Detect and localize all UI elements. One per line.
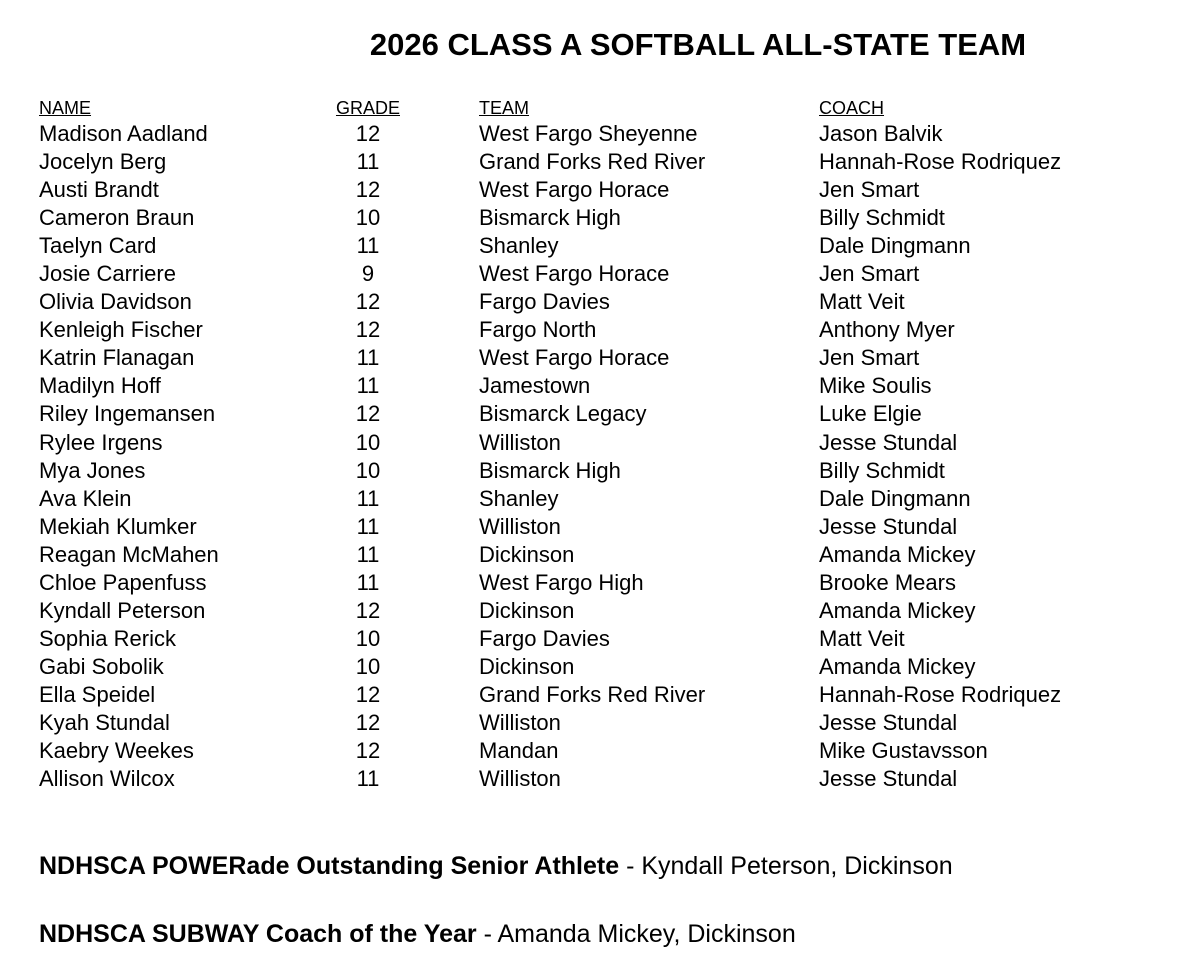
table-row <box>0 260 1200 288</box>
table-row <box>0 765 1200 793</box>
table-row <box>0 204 1200 232</box>
player-name: Kenleigh Fischer <box>39 317 203 343</box>
player-name: Jocelyn Berg <box>39 149 167 175</box>
player-name: Katrin Flanagan <box>39 345 195 371</box>
table-row <box>0 625 1200 653</box>
table-row <box>0 541 1200 569</box>
player-team: Bismarck Legacy <box>479 401 647 427</box>
header-name: NAME <box>39 98 92 118</box>
roster-body <box>0 120 1200 793</box>
player-name: Ella Speidel <box>39 681 156 707</box>
player-name: Madilyn Hoff <box>39 373 161 399</box>
player-coach: Amanda Mickey <box>819 541 976 567</box>
award-coach-of-year <box>39 917 796 951</box>
player-coach: Dale Dingmann <box>819 485 971 511</box>
table-row <box>0 681 1200 709</box>
player-coach: Luke Elgie <box>819 401 922 427</box>
player-grade: 11 <box>356 373 380 399</box>
player-grade: 12 <box>355 289 381 315</box>
player-grade: 12 <box>355 177 381 203</box>
table-row <box>0 176 1200 204</box>
table-row <box>0 120 1200 148</box>
player-coach: Jesse Stundal <box>819 429 958 455</box>
table-row <box>0 232 1200 260</box>
player-team: Shanley <box>479 485 559 511</box>
player-grade: 11 <box>356 233 380 259</box>
player-team: Jamestown <box>479 373 591 399</box>
page-title: 2026 CLASS A SOFTBALL ALL-STATE TEAM <box>369 27 1027 62</box>
player-name: Allison Wilcox <box>39 766 175 792</box>
player-name: Rylee Irgens <box>39 429 163 455</box>
player-name: Austi Brandt <box>39 177 159 203</box>
player-name: Ava Klein <box>39 485 132 511</box>
table-row <box>0 400 1200 428</box>
player-team: Bismarck High <box>479 457 621 483</box>
player-grade: 11 <box>356 569 380 595</box>
player-grade: 11 <box>356 485 380 511</box>
player-grade: 11 <box>356 149 380 175</box>
award-coach-of-year-value: - Amanda Mickey, Dickinson <box>476 920 796 948</box>
table-row <box>0 485 1200 513</box>
player-coach: Jason Balvik <box>819 121 943 146</box>
player-name: Riley Ingemansen <box>39 401 216 427</box>
player-name: Sophia Rerick <box>39 625 176 651</box>
player-name: Mekiah Klumker <box>39 513 197 539</box>
player-team: Mandan <box>479 738 559 764</box>
player-coach: Matt Veit <box>819 289 905 315</box>
player-team: Dickinson <box>479 653 575 679</box>
player-coach: Jesse Stundal <box>819 709 958 735</box>
player-team: Fargo Davies <box>479 289 610 315</box>
table-row <box>0 513 1200 541</box>
player-name: Olivia Davidson <box>39 289 192 315</box>
player-grade: 10 <box>355 625 381 651</box>
player-grade: 12 <box>355 738 381 764</box>
table-row <box>0 344 1200 372</box>
player-coach: Dale Dingmann <box>819 233 971 259</box>
player-grade: 11 <box>356 345 380 371</box>
player-coach: Jen Smart <box>819 177 920 203</box>
roster-header-row <box>0 96 1200 120</box>
player-grade: 9 <box>361 261 375 287</box>
header-grade: GRADE <box>335 98 400 118</box>
player-team: Bismarck High <box>479 205 621 231</box>
player-coach: Brooke Mears <box>819 569 956 595</box>
player-grade: 12 <box>355 401 381 427</box>
player-team: Williston <box>479 513 561 539</box>
player-coach: Mike Soulis <box>819 373 932 399</box>
player-name: Cameron Braun <box>39 205 195 231</box>
table-row <box>0 372 1200 400</box>
player-coach: Jesse Stundal <box>819 513 958 539</box>
player-coach: Matt Veit <box>819 625 905 651</box>
player-coach: Billy Schmidt <box>819 457 945 483</box>
player-team: Fargo Davies <box>479 625 610 651</box>
player-name: Gabi Sobolik <box>39 653 164 679</box>
award-senior-athlete-value: - Kyndall Peterson, Dickinson <box>619 852 953 880</box>
player-team: Dickinson <box>479 597 575 623</box>
player-team: West Fargo High <box>479 569 644 595</box>
table-row <box>0 597 1200 625</box>
table-row <box>0 457 1200 485</box>
player-name: Chloe Papenfuss <box>39 569 207 595</box>
player-coach: Amanda Mickey <box>819 597 976 623</box>
player-coach: Jen Smart <box>819 345 920 371</box>
player-team: Dickinson <box>479 541 575 567</box>
player-grade: 12 <box>355 597 381 623</box>
player-team: West Fargo Horace <box>479 177 670 203</box>
header-team: TEAM <box>479 98 530 118</box>
player-grade: 12 <box>355 681 381 707</box>
player-name: Mya Jones <box>39 457 146 483</box>
player-name: Kaebry Weekes <box>39 738 194 764</box>
player-grade: 12 <box>355 317 381 343</box>
player-team: Grand Forks Red River <box>479 681 706 707</box>
player-coach: Jen Smart <box>819 261 920 287</box>
player-grade: 10 <box>355 205 381 231</box>
player-grade: 10 <box>355 653 381 679</box>
player-grade: 11 <box>356 513 380 539</box>
table-row <box>0 288 1200 316</box>
player-name: Kyah Stundal <box>39 709 170 735</box>
table-row <box>0 429 1200 457</box>
player-grade: 12 <box>355 121 381 146</box>
player-name: Kyndall Peterson <box>39 597 206 623</box>
table-row <box>0 709 1200 737</box>
table-row <box>0 569 1200 597</box>
header-coach: COACH <box>819 98 885 118</box>
player-coach: Billy Schmidt <box>819 205 945 231</box>
player-grade: 12 <box>355 709 381 735</box>
player-name: Taelyn Card <box>39 233 157 259</box>
player-team: Grand Forks Red River <box>479 149 706 175</box>
player-team: Shanley <box>479 233 559 259</box>
player-coach: Anthony Myer <box>819 317 955 343</box>
player-name: Madison Aadland <box>39 121 208 146</box>
player-coach: Mike Gustavsson <box>819 738 988 764</box>
award-coach-of-year-label: NDHSCA SUBWAY Coach of the Year <box>39 920 477 948</box>
all-state-roster <box>0 96 1200 793</box>
player-team: Williston <box>479 766 561 792</box>
player-grade: 10 <box>355 429 381 455</box>
player-coach: Hannah-Rose Rodriquez <box>819 149 1062 175</box>
table-row <box>0 653 1200 681</box>
table-row <box>0 737 1200 765</box>
player-grade: 11 <box>356 541 380 567</box>
player-team: Fargo North <box>479 317 597 343</box>
player-team: West Fargo Horace <box>479 261 670 287</box>
table-row <box>0 148 1200 176</box>
award-senior-athlete-label: NDHSCA POWERade Outstanding Senior Athlete <box>39 852 620 880</box>
player-coach: Hannah-Rose Rodriquez <box>819 681 1062 707</box>
player-coach: Amanda Mickey <box>819 653 976 679</box>
player-grade: 10 <box>355 457 381 483</box>
player-name: Reagan McMahen <box>39 541 219 567</box>
player-team: West Fargo Horace <box>479 345 670 371</box>
award-senior-athlete <box>39 849 953 883</box>
player-team: Williston <box>479 709 561 735</box>
player-team: Williston <box>479 429 561 455</box>
player-name: Josie Carriere <box>39 261 176 287</box>
table-row <box>0 316 1200 344</box>
player-team: West Fargo Sheyenne <box>479 121 698 146</box>
player-coach: Jesse Stundal <box>819 766 958 792</box>
player-grade: 11 <box>356 766 380 792</box>
